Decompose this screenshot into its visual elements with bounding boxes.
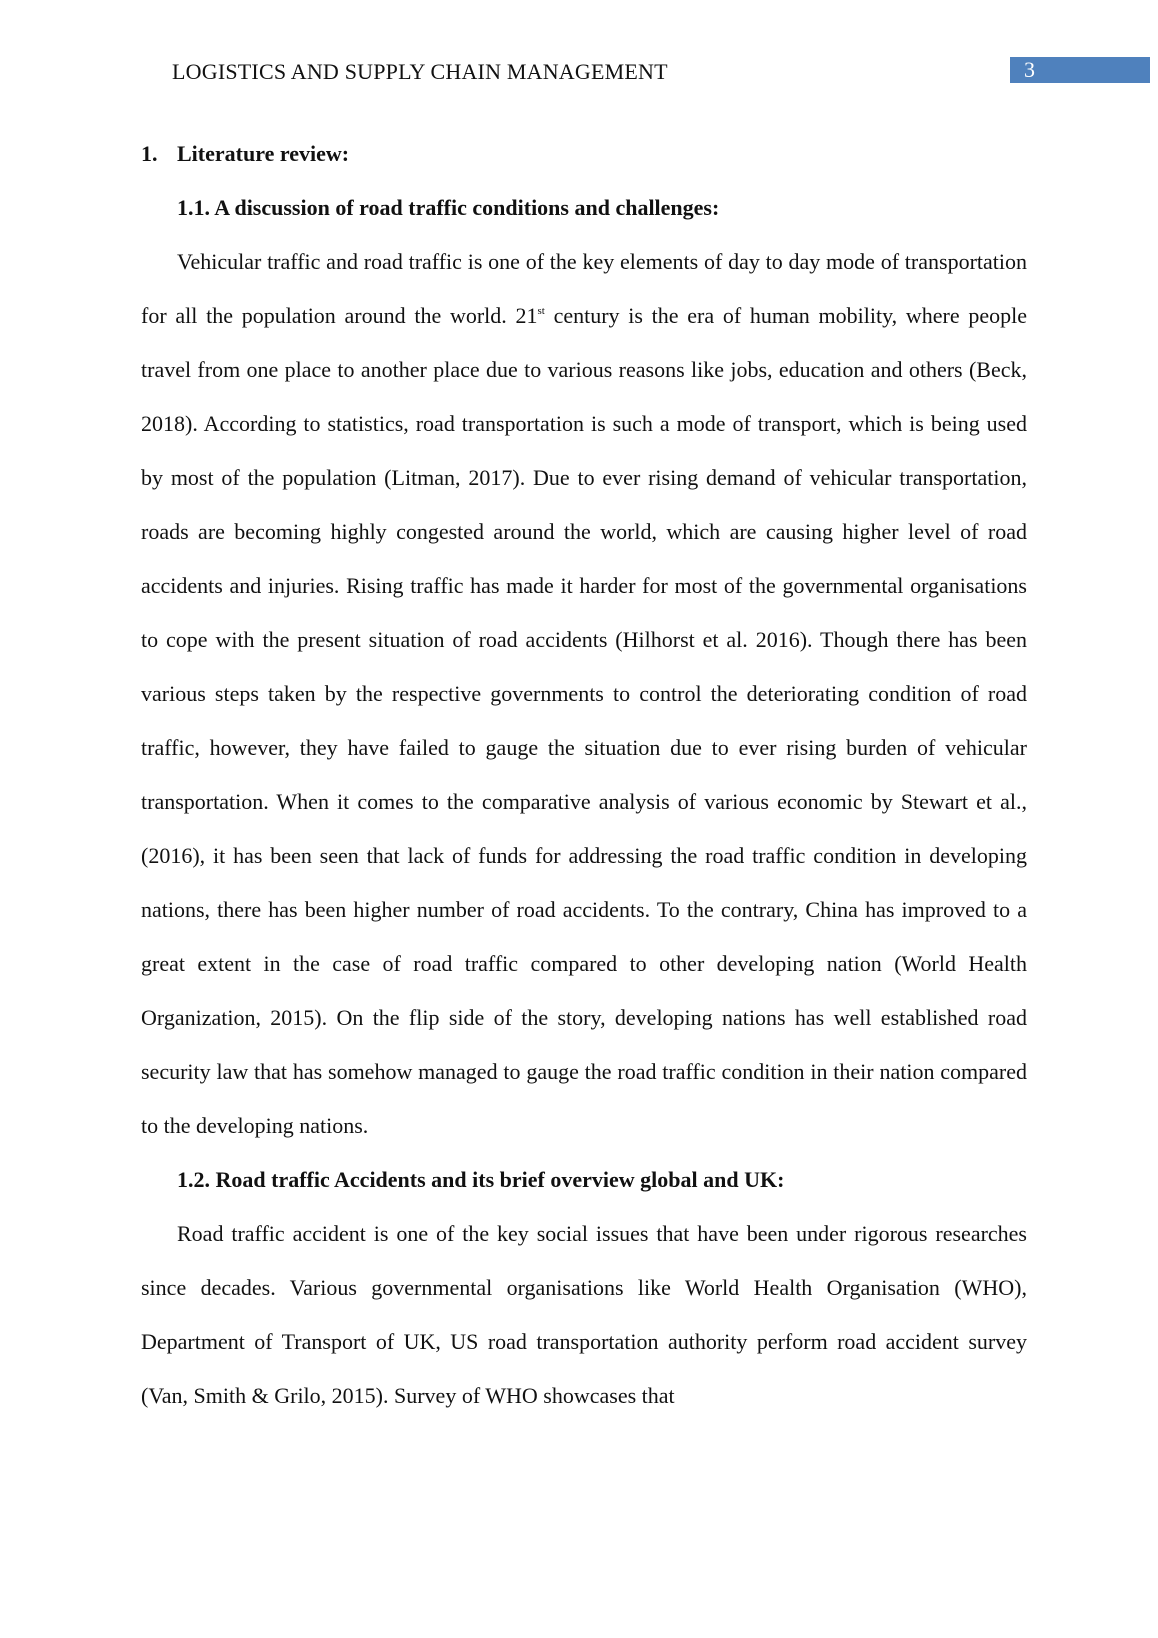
section-title: Literature review:: [177, 141, 350, 166]
page-number: 3: [1024, 57, 1035, 82]
page-number-badge: [1010, 57, 1150, 83]
paragraph-road-traffic-conditions: [141, 235, 1027, 1153]
paragraph-text-part1: Vehicular traffic and road traffic is one of the key elements of day to day mode of transportation for all the population around the world. 21: [141, 249, 1027, 328]
ordinal-superscript: st: [537, 305, 545, 317]
running-header-title: LOGISTICS AND SUPPLY CHAIN MANAGEMENT: [172, 59, 668, 84]
subsection-heading-road-traffic-conditions: 1.1. A discussion of road traffic conditions and challenges:: [177, 195, 720, 220]
paragraph-text-part2: century is the era of human mobility, where people travel from one place to another place due to various reasons like jobs, education and others (Beck, 2018). According to statistics, road transportation is such a mode of transport, which is being used by most of the population (Litman, 2017). Due to ever rising demand of vehicular transportation, roads are becoming highly congested around the world, which are causing higher level of road accidents and injuries. Rising traffic has made it harder for most of the governmental organisations to cope with the present situation of road accidents (Hilhorst et al. 2016). Though there has been various steps taken by the respective governments to control the deteriorating condition of road traffic, however, they have failed to gauge the situation due to ever rising burden of vehicular transportation. When it comes to the comparative analysis of various economic by Stewart et al., (2016), it has been seen that lack of funds for addressing the road traffic condition in developing nations, there has been higher number of road accidents. To the contrary, China has improved to a great extent in the case of road traffic compared to other developing nation (World Health Organization, 2015). On the flip side of the story, developing nations has well established road security law that has somehow managed to gauge the road traffic condition in their nation compared to the developing nations.: [141, 303, 1027, 1138]
section-heading-literature-review: [141, 127, 1027, 181]
subsection-heading-road-traffic-accidents: 1.2. Road traffic Accidents and its brief overview global and UK:: [177, 1167, 785, 1192]
paragraph-road-traffic-accidents: Road traffic accident is one of the key social issues that have been under rigorous researches since decades. Various governmental organisations like World Health Organisation (WHO), Department of Transport of UK, US road transportation authority perform road accident survey (Van, Smith & Grilo, 2015). Survey of WHO showcases that: [141, 1221, 1027, 1408]
section-number: 1.: [141, 141, 158, 166]
document-body: [141, 127, 1027, 1423]
